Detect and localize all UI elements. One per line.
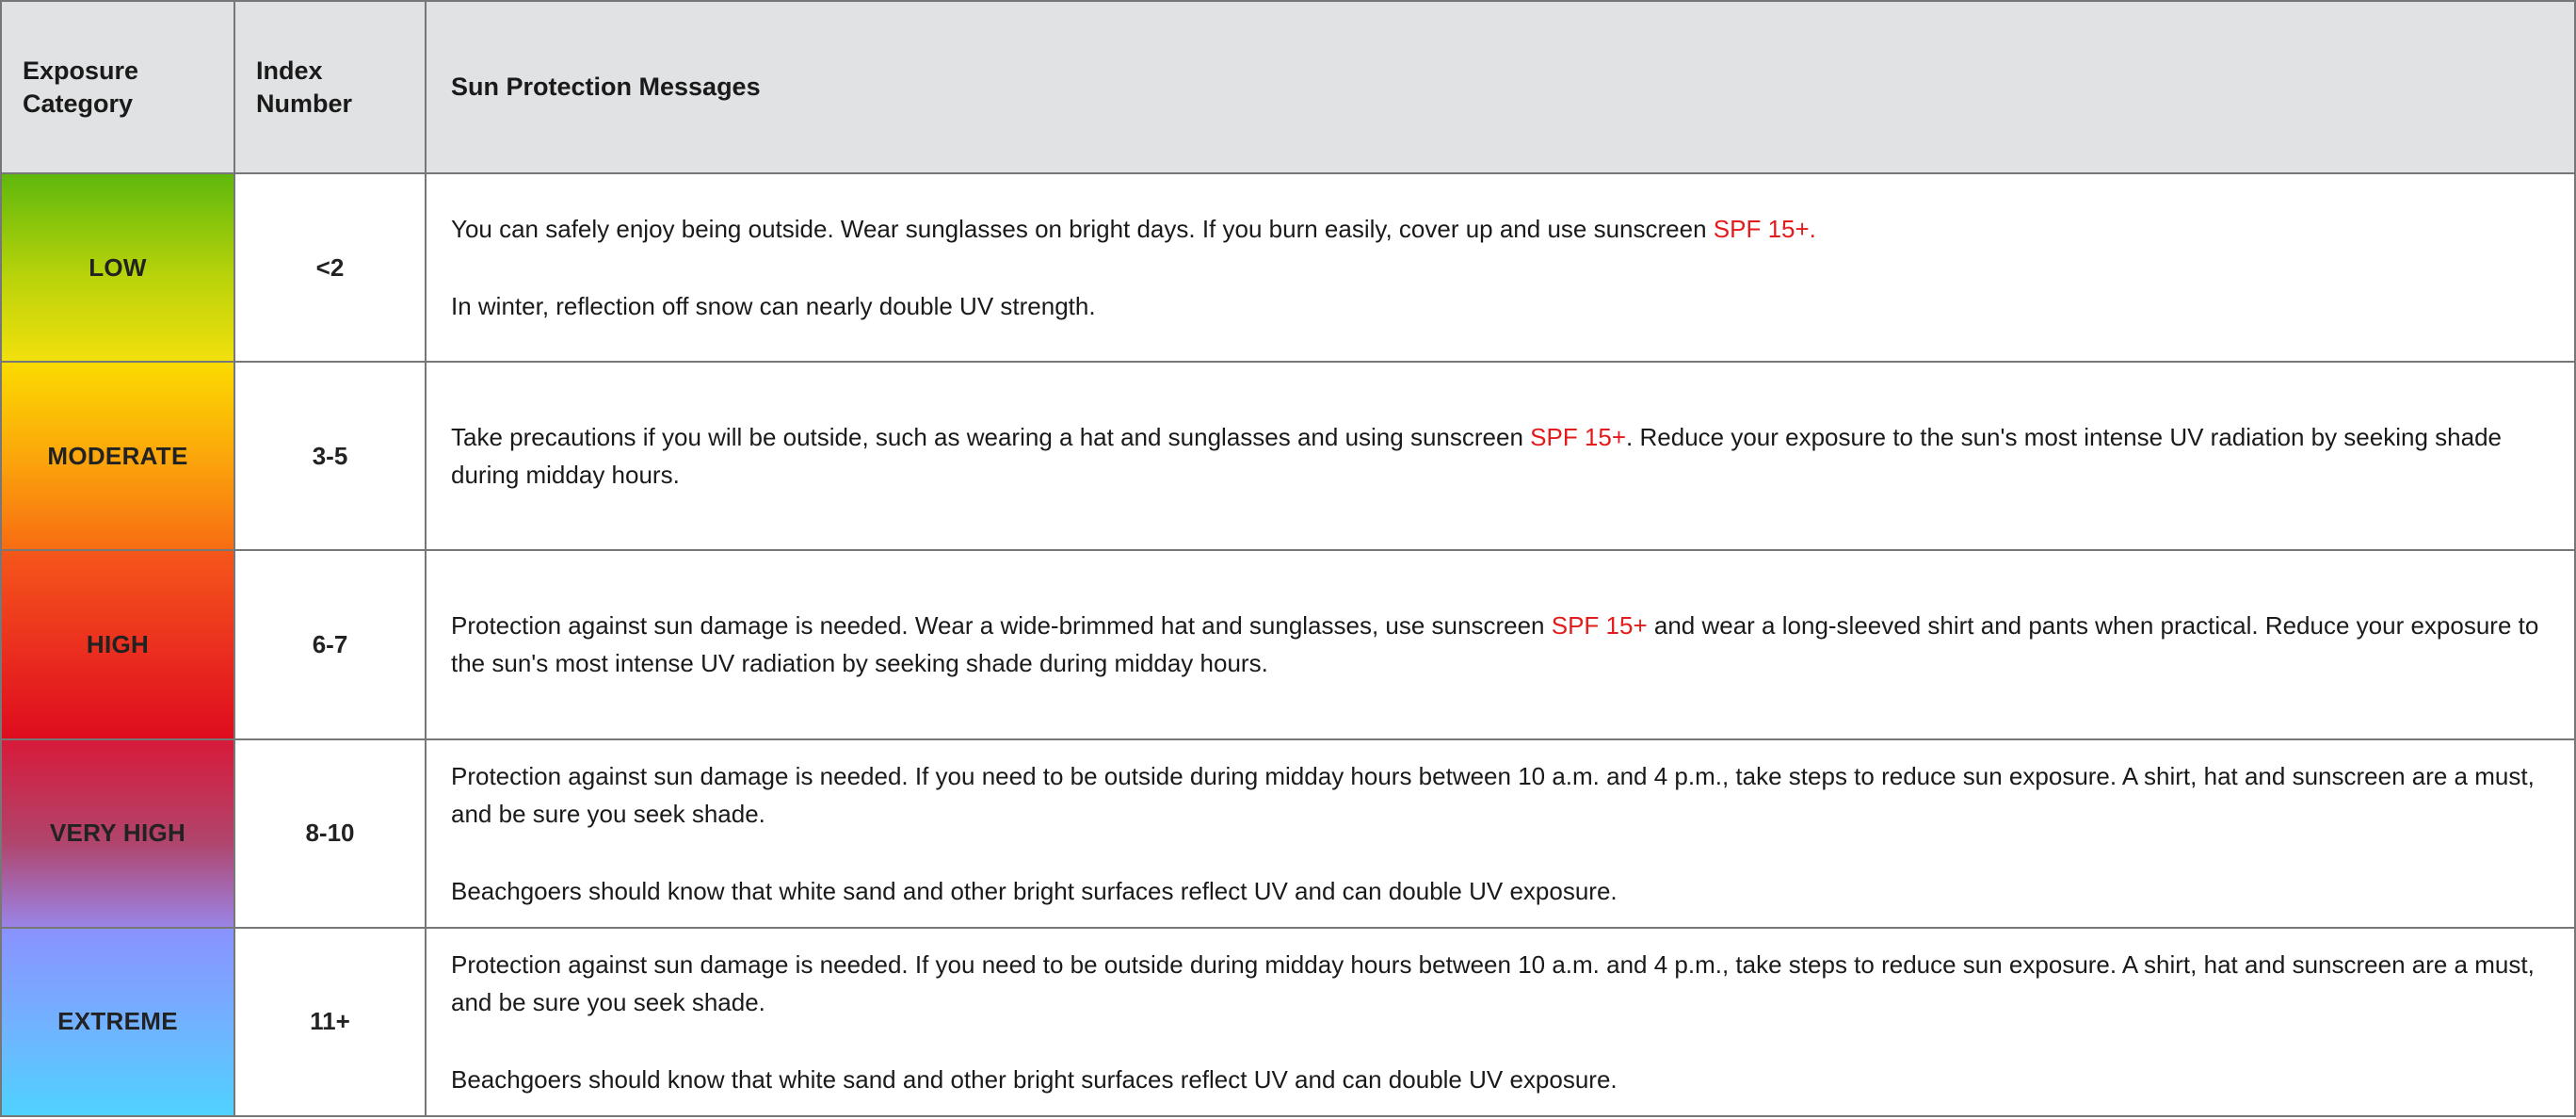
message-text: Take precautions if you will be outside, such as wearing a hat and sunglasses and using sunscreen [451, 423, 1531, 452]
message-text: and wear a long-sleeved shirt and pants when practical. Reduce your exposure to the sun's most intense UV radiation by seeking shade during midday hours. [451, 611, 2539, 678]
index-cell-moderate: 3-5 [234, 362, 426, 550]
index-cell-very-high: 8-10 [234, 739, 426, 928]
index-cell-low: <2 [234, 173, 426, 362]
message-paragraph [451, 287, 2550, 325]
message-text: . Reduce your exposure to the sun's most intense UV radiation by seeking shade during midday hours. [451, 423, 2502, 490]
index-cell-extreme: 11+ [234, 928, 426, 1116]
message-paragraph [451, 210, 2550, 248]
header-exposure-category: Exposure Category [1, 1, 234, 173]
message-paragraph [451, 607, 2550, 682]
index-cell-high: 6-7 [234, 550, 426, 738]
messages-cell-very-high [426, 739, 2575, 928]
category-cell-low: LOW [1, 173, 234, 362]
uv-row-moderate [1, 362, 2575, 550]
header-index-number: Index Number [234, 1, 426, 173]
header-sun-protection-messages: Sun Protection Messages [426, 1, 2575, 173]
header-row [1, 1, 2575, 173]
uv-row-very-high [1, 739, 2575, 928]
message-text: Protection against sun damage is needed. Wear a wide-brimmed hat and sunglasses, use sunscreen [451, 611, 1552, 641]
message-paragraph [451, 946, 2550, 1021]
message-paragraph [451, 872, 2550, 910]
messages-cell-extreme [426, 928, 2575, 1116]
message-text: You can safely enjoy being outside. Wear sunglasses on bright days. If you burn easily, cover up and use sunscreen [451, 215, 1714, 244]
message-text: Protection against sun damage is needed. If you need to be outside during midday hours between 10 a.m. and 4 p.m., take steps to reduce sun exposure. A shirt, hat and sunscreen are a must, and be sure you seek shade. [451, 949, 2535, 1016]
spf-highlight: SPF 15+. [1713, 215, 1816, 244]
spf-highlight: SPF 15+ [1551, 611, 1648, 641]
messages-cell-moderate [426, 362, 2575, 550]
message-paragraph [451, 418, 2550, 494]
message-text: Beachgoers should know that white sand and other bright surfaces reflect UV and can double UV exposure. [451, 1064, 1618, 1094]
category-cell-extreme: EXTREME [1, 928, 234, 1116]
message-paragraph [451, 1061, 2550, 1098]
spf-highlight: SPF 15+ [1530, 423, 1627, 452]
category-cell-moderate: MODERATE [1, 362, 234, 550]
message-text: In winter, reflection off snow can nearly double UV strength. [451, 292, 1096, 321]
uv-row-low [1, 173, 2575, 362]
message-paragraph [451, 757, 2550, 833]
category-cell-high: HIGH [1, 550, 234, 738]
messages-cell-high [426, 550, 2575, 738]
uv-row-high [1, 550, 2575, 738]
category-cell-very-high: VERY HIGH [1, 739, 234, 928]
uv-row-extreme [1, 928, 2575, 1116]
message-text: Protection against sun damage is needed. If you need to be outside during midday hours between 10 a.m. and 4 p.m., take steps to reduce sun exposure. A shirt, hat and sunscreen are a must, and be sure you seek shade. [451, 761, 2535, 828]
messages-cell-low [426, 173, 2575, 362]
message-text: Beachgoers should know that white sand and other bright surfaces reflect UV and can double UV exposure. [451, 876, 1618, 905]
